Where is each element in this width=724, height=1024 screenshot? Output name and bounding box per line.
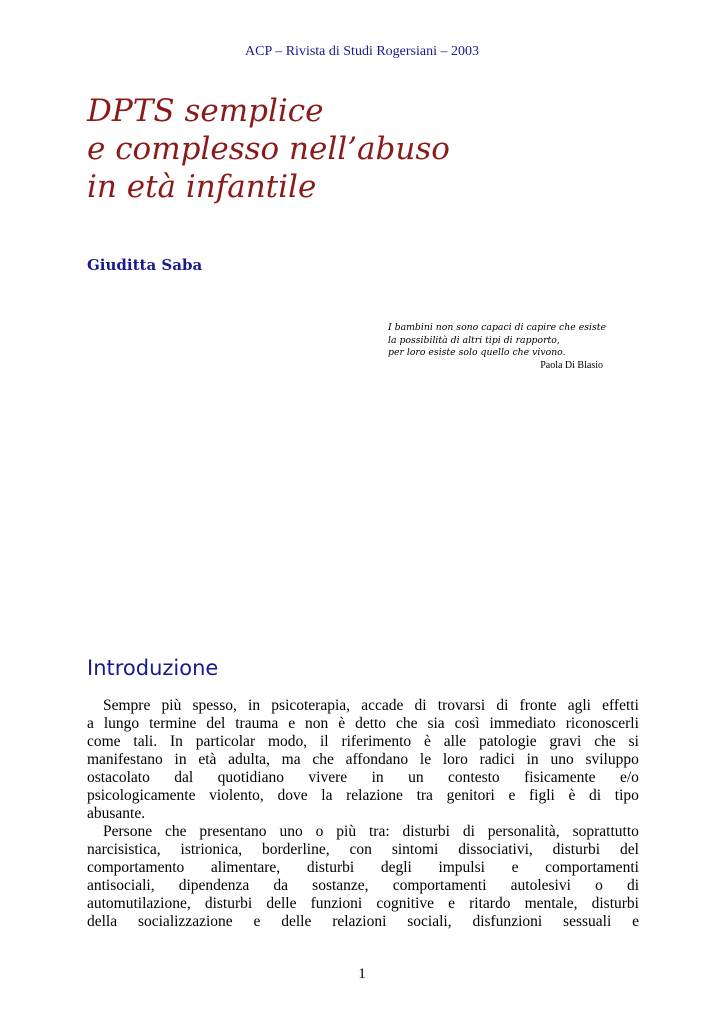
word: tipo	[614, 787, 639, 804]
word: sia	[427, 715, 445, 732]
word: manifestano	[87, 751, 163, 768]
word: impulsi	[438, 859, 485, 876]
word: sessuali	[563, 913, 612, 930]
word: tra	[416, 787, 433, 804]
word: disturbi	[591, 895, 639, 912]
word: alimentare,	[210, 859, 281, 876]
word: come	[87, 733, 121, 750]
word: antisociali,	[87, 877, 155, 894]
word: violento,	[209, 787, 264, 804]
word: è	[568, 787, 576, 804]
word: borderline,	[262, 841, 330, 858]
word: agli	[567, 697, 591, 714]
word: dal	[174, 769, 194, 786]
word: cognitive	[376, 895, 435, 912]
word: trovarsi	[437, 697, 486, 714]
word: presentano	[199, 823, 267, 840]
word: di	[589, 787, 602, 804]
word: fronte	[519, 697, 557, 714]
word: del	[619, 841, 639, 858]
word: istrionica,	[180, 841, 243, 858]
epigraph-attribution: Paola Di Blasio	[540, 359, 603, 371]
word: tra:	[368, 823, 390, 840]
epigraph-line: la possibilità di altri tipi di rapporto,	[388, 334, 560, 346]
word: della	[87, 913, 118, 930]
word: disfunzioni	[472, 913, 543, 930]
word: età	[198, 751, 217, 768]
word: Persone	[103, 823, 153, 840]
text-line	[87, 715, 639, 733]
word: autolesivi	[510, 877, 571, 894]
word: psicoterapia,	[271, 697, 351, 714]
word: sociali,	[407, 913, 452, 930]
text-line	[87, 733, 639, 751]
word: contesto	[448, 769, 500, 786]
word: quotidiano	[217, 769, 284, 786]
word: e	[288, 715, 296, 732]
word: gravi	[549, 733, 582, 750]
page-number: 1	[358, 966, 366, 982]
word: ritardo	[469, 895, 511, 912]
word: radici	[479, 751, 515, 768]
text-line	[87, 841, 639, 859]
word: adulta,	[228, 751, 270, 768]
text-line	[87, 913, 639, 931]
word: in	[371, 769, 384, 786]
word: in	[174, 751, 187, 768]
word: si	[628, 733, 639, 750]
text-line	[87, 751, 639, 769]
word: così	[454, 715, 480, 732]
word: uno	[279, 823, 303, 840]
word: sviluppo	[585, 751, 639, 768]
word: tali.	[133, 733, 158, 750]
word: termine	[149, 715, 197, 732]
text-line	[87, 859, 639, 877]
word: genitori	[446, 787, 495, 804]
word: in	[526, 751, 539, 768]
running-header: ACP – Rivista di Studi Rogersiani – 2003	[245, 44, 479, 59]
word: spesso,	[192, 697, 237, 714]
word: sintomi	[391, 841, 439, 858]
word: di	[462, 823, 475, 840]
word: In	[169, 733, 183, 750]
word: riconoscerli	[565, 715, 639, 732]
word: non	[305, 715, 329, 732]
word: comportamenti	[392, 877, 487, 894]
word: affondano	[345, 751, 409, 768]
word: di	[626, 877, 639, 894]
word: o	[315, 823, 324, 840]
word: alle	[443, 733, 467, 750]
word: uno	[550, 751, 574, 768]
word: più	[161, 697, 182, 714]
word: ma	[281, 751, 301, 768]
word: che	[594, 733, 616, 750]
word: comportamento	[87, 859, 185, 876]
word: delle	[281, 913, 312, 930]
author-name: Giuditta Saba	[87, 256, 203, 274]
epigraph-line: I bambini non sono capaci di capire che esiste	[388, 322, 606, 333]
word: funzioni	[310, 895, 363, 912]
word: effetti	[602, 697, 639, 714]
text-line	[87, 823, 639, 841]
word: lungo	[103, 715, 140, 732]
word: la	[321, 787, 333, 804]
word: il	[319, 733, 329, 750]
word: che	[164, 823, 187, 840]
text-line	[87, 787, 639, 805]
word: e	[253, 913, 261, 930]
word: disturbi	[402, 823, 450, 840]
word: sostanze,	[312, 877, 369, 894]
word: in	[248, 697, 261, 714]
epigraph-line: per loro esiste solo quello che vivono.	[388, 347, 566, 358]
word: trauma	[235, 715, 279, 732]
text-line	[87, 895, 639, 913]
word: vivere	[308, 769, 348, 786]
word: dissociativi,	[458, 841, 533, 858]
word: disturbi	[306, 859, 355, 876]
word: con	[349, 841, 372, 858]
word: dipendenza	[178, 877, 250, 894]
word: è	[338, 715, 346, 732]
word: degli	[380, 859, 412, 876]
word: disturbi	[552, 841, 601, 858]
word: a	[87, 715, 94, 732]
title-line: DPTS semplice	[87, 93, 324, 129]
word: automutilazione,	[87, 895, 191, 912]
article-title	[87, 92, 647, 206]
word: Sempre	[103, 697, 151, 714]
word: disturbi	[204, 895, 253, 912]
word: delle	[266, 895, 297, 912]
word: riferimento	[341, 733, 412, 750]
title-line: in età infantile	[87, 169, 317, 205]
word: e	[632, 913, 639, 930]
text-line	[87, 697, 639, 715]
word: patologie	[478, 733, 537, 750]
word: narcisistica,	[87, 841, 161, 858]
word: e/o	[620, 769, 639, 786]
word: di	[496, 697, 509, 714]
body-text	[87, 697, 639, 931]
word: e	[448, 895, 456, 912]
text-line	[87, 877, 639, 895]
text-line: abusante.	[87, 805, 146, 822]
word: del	[206, 715, 226, 732]
word: loro	[442, 751, 468, 768]
word: mentale,	[524, 895, 578, 912]
epigraph	[388, 322, 606, 372]
word: modo,	[267, 733, 308, 750]
word: dove	[277, 787, 308, 804]
word: soprattutto	[572, 823, 639, 840]
text-line	[87, 769, 639, 787]
word: fisicamente	[524, 769, 596, 786]
section-heading: Introduzione	[87, 656, 219, 680]
word: più	[336, 823, 357, 840]
word: di	[414, 697, 427, 714]
word: immediato	[489, 715, 556, 732]
word: detto	[355, 715, 387, 732]
word: le	[419, 751, 432, 768]
word: comportamenti	[545, 859, 639, 876]
word: accade	[361, 697, 404, 714]
word: è	[424, 733, 431, 750]
word: figli	[529, 787, 555, 804]
word: o	[595, 877, 603, 894]
word: da	[273, 877, 289, 894]
word: che	[396, 715, 418, 732]
word: che	[312, 751, 334, 768]
word: particolar	[195, 733, 256, 750]
word: relazione	[346, 787, 403, 804]
word: un	[408, 769, 424, 786]
word: personalità,	[487, 823, 560, 840]
word: relazioni	[332, 913, 387, 930]
word: psicologicamente	[87, 787, 196, 804]
word: socializzazione	[137, 913, 233, 930]
word: ostacolato	[87, 769, 150, 786]
word: e	[508, 787, 516, 804]
word: e	[511, 859, 519, 876]
title-line: e complesso nell’abuso	[87, 131, 450, 167]
